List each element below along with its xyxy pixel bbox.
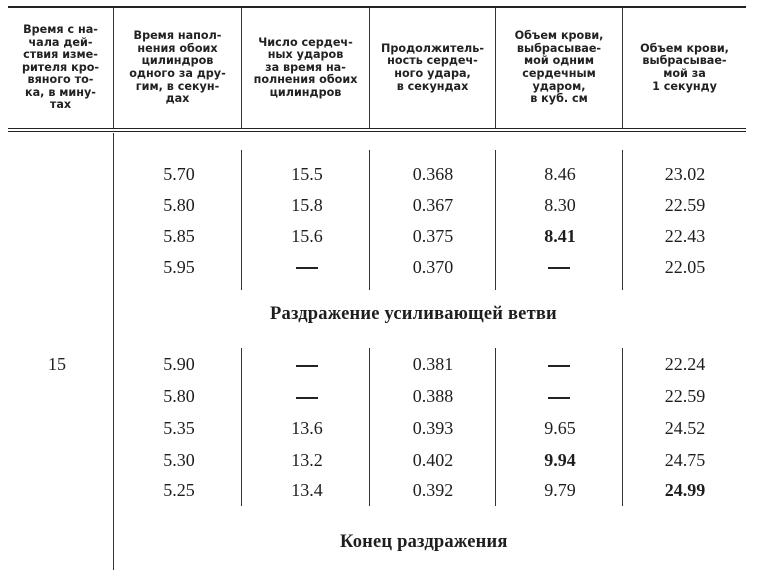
header-volume-sec-text: Объем крови, выбрасывае- мой за 1 секунду: [640, 41, 729, 93]
header-duration-text: Продолжитель- ность сердеч- ного удара, в секундах: [381, 41, 484, 93]
body-divider: [495, 348, 496, 506]
header-volume-beat-text: Объем крови, выбрасывае- мой одним сердечным ударом, в куб. см: [514, 29, 604, 106]
cell-volume-sec: 24.99: [664, 480, 706, 500]
cell-fill: 5.85: [163, 226, 195, 246]
cell-volume-beat: 9.65: [544, 418, 576, 438]
cell-duration: 0.402: [412, 450, 454, 470]
cell-duration: 0.381: [412, 354, 454, 374]
caption-stimulation: Раздражение усиливающей ветви: [270, 304, 557, 324]
header-fill-time-text: Время напол- нения обоих цилиндров одного за дру- гим, в секун- дах: [129, 29, 226, 106]
cell-volume-beat: 9.79: [544, 480, 576, 500]
cell-volume-beat: 8.46: [544, 164, 576, 184]
header-beats: [242, 10, 369, 126]
cell-volume-beat-dash: [548, 267, 570, 269]
cell-fill: 5.80: [163, 195, 195, 215]
cell-duration: 0.392: [412, 480, 454, 500]
header-fill-time: [114, 10, 241, 126]
header-volume-sec: [623, 10, 746, 126]
cell-volume-beat-dash: [548, 397, 570, 399]
header-rule: [8, 128, 746, 129]
cell-volume-sec: 22.59: [664, 386, 706, 406]
body-divider: [369, 150, 370, 290]
cell-fill: 5.35: [163, 418, 195, 438]
cell-duration: 0.367: [412, 195, 454, 215]
cell-volume-beat: 9.94: [544, 450, 576, 470]
header-time-text: Время с на- чала дей- ствия изме- рителя кро- вяного то- ка, в мину- тах: [21, 22, 100, 112]
cell-beats: 13.6: [291, 418, 323, 438]
body-divider: [622, 348, 623, 506]
cell-duration: 0.368: [412, 164, 454, 184]
cell-duration: 0.375: [412, 226, 454, 246]
cell-volume-sec: 24.52: [664, 418, 706, 438]
cell-volume-sec: 22.05: [664, 257, 706, 277]
header-volume-beat: [496, 10, 622, 126]
cell-fill: 5.95: [163, 257, 195, 277]
header-rule-double: [8, 131, 746, 132]
cell-beats: 15.5: [291, 164, 323, 184]
header-duration: [370, 10, 495, 126]
header-beats-text: Число сердеч- ных ударов за время на- полнения обоих цилиндров: [253, 35, 358, 99]
cell-duration: 0.388: [412, 386, 454, 406]
cell-volume-sec: 22.43: [664, 226, 706, 246]
cell-fill: 5.70: [163, 164, 195, 184]
table-top-rule: [8, 6, 746, 8]
cell-fill: 5.30: [163, 450, 195, 470]
body-divider: [369, 348, 370, 506]
cell-beats-dash: [296, 397, 318, 399]
caption-end-stimulation: Конец раздражения: [340, 532, 508, 552]
cell-beats: 13.4: [291, 480, 323, 500]
cell-fill: 5.80: [163, 386, 195, 406]
cell-volume-sec: 24.75: [664, 450, 706, 470]
cell-volume-sec: 22.24: [664, 354, 706, 374]
cell-volume-sec: 23.02: [664, 164, 706, 184]
minute-value: 15: [48, 354, 66, 374]
cell-duration: 0.393: [412, 418, 454, 438]
cell-volume-beat-dash: [548, 365, 570, 367]
cell-volume-sec: 22.59: [664, 195, 706, 215]
body-divider: [241, 348, 242, 506]
cell-beats-dash: [296, 365, 318, 367]
cell-beats: 15.6: [291, 226, 323, 246]
body-divider: [113, 133, 114, 570]
cell-fill: 5.90: [163, 354, 195, 374]
cell-fill: 5.25: [163, 480, 195, 500]
cell-beats: 13.2: [291, 450, 323, 470]
cell-volume-beat: 8.30: [544, 195, 576, 215]
body-divider: [241, 150, 242, 290]
header-time: [8, 10, 113, 126]
body-divider: [495, 150, 496, 290]
cell-volume-beat: 8.41: [544, 226, 576, 246]
cell-duration: 0.370: [412, 257, 454, 277]
cell-beats: 15.8: [291, 195, 323, 215]
cell-beats-dash: [296, 267, 318, 269]
body-divider: [622, 150, 623, 290]
